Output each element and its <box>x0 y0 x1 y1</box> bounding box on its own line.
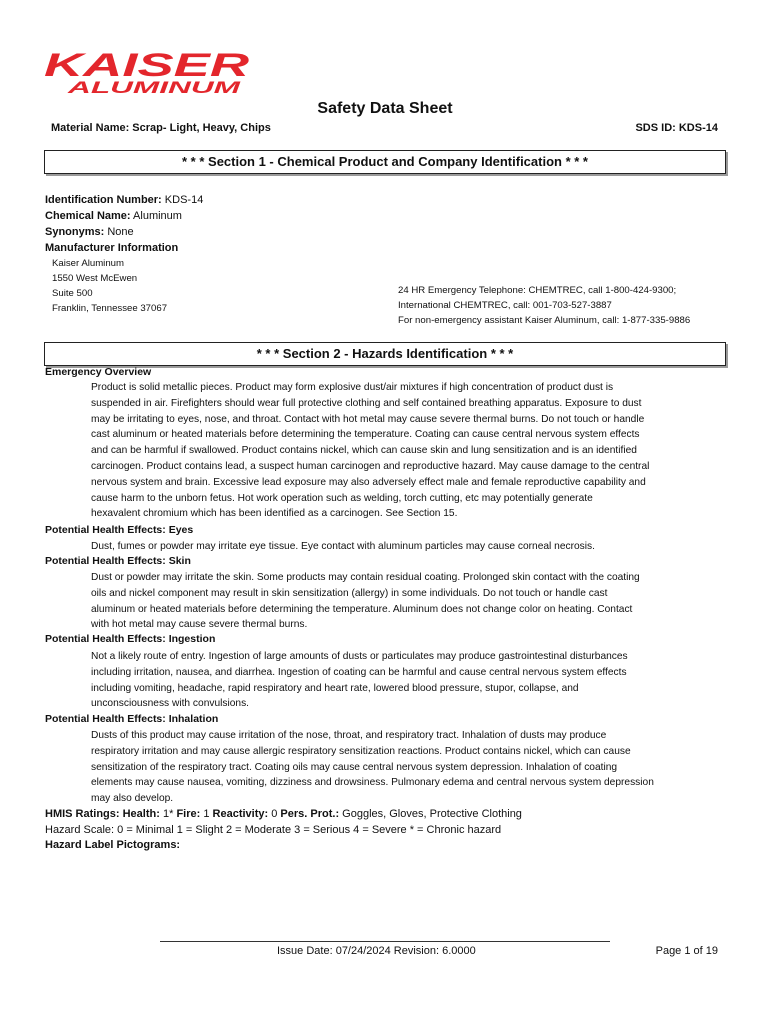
emergency-overview-heading: Emergency Overview <box>45 366 152 378</box>
text-line: Dust or powder may irritate the skin. Some products may contain residual coating. Prolonged skin contact with the coating <box>91 572 640 583</box>
text-line: carcinogen. Product contains lead, a suspect human carcinogen and reproductive hazard. May cause damage to the central <box>91 460 650 472</box>
text-line: suspended in air. Firefighters should wear full protective clothing and self contained breathing apparatus. Exposure to dust <box>91 397 642 409</box>
text-line: may also develop. <box>91 793 174 805</box>
hmis-health-value: 1* <box>162 808 174 820</box>
health-effects-eyes-text <box>91 539 723 555</box>
text-line: oils and nickel component may result in skin sensitization (allergy) in some individuals. Do not touch or handle cast <box>91 587 608 599</box>
chemical-name-label: Chemical Name: <box>45 210 131 222</box>
emergency-overview-text <box>91 380 723 522</box>
health-effects-ingestion-text <box>91 649 723 712</box>
chemical-name-value: Aluminum <box>133 210 182 222</box>
hazard-scale: Hazard Scale: 0 = Minimal 1 = Slight 2 = Moderate 3 = Serious 4 = Severe * = Chronic hazard <box>45 824 502 836</box>
hmis-fire-value: 1 <box>203 808 210 820</box>
non-emergency-phone-line: For non-emergency assistant Kaiser Aluminum, call: 1-877-335-9886 <box>398 315 691 326</box>
text-line: Dusts of this product may cause irritation of the nose, throat, and respiratory tract. Inhalation of dusts may produce <box>91 730 607 741</box>
identification-number-value: KDS-14 <box>164 194 204 206</box>
text-line: cause harm to the unborn fetus. Hot work operation such as welding, torch cutting, etc may potentially generate <box>91 492 593 504</box>
health-effects-skin-text <box>91 570 723 633</box>
material-name: Material Name: Scrap- Light, Heavy, Chips <box>51 122 271 134</box>
hmis-ppe-value: Goggles, Gloves, Protective Clothing <box>342 808 522 820</box>
issue-date-revision: Issue Date: 07/24/2024 Revision: 6.0000 <box>277 945 476 957</box>
text-line: may be irritating to eyes, nose, and throat. Contact with hot metal may cause severe thermal burns. Do not touch or handle <box>91 413 645 425</box>
footer-divider <box>160 941 610 942</box>
text-line: nervous system and brain. Excessive lead exposure may also adversely effect male and female reproductive capability and <box>91 476 646 488</box>
text-line: Not a likely route of entry. Ingestion of large amounts of dusts or particulates may produce gastrointestinal disturbances <box>91 651 628 662</box>
health-effects-skin-heading: Potential Health Effects: Skin <box>45 555 191 567</box>
text-line: Dust, fumes or powder may irritate eye tissue. Eye contact with aluminum particles may cause corneal necrosis. <box>91 541 595 552</box>
identification-number-row <box>45 194 203 206</box>
address-line: Franklin, Tennessee 37067 <box>52 303 168 314</box>
text-line: sensitization of the respiratory tract. Coating oils may cause central nervous system depression. Inhalation of coating <box>91 761 618 773</box>
text-line: respiratory irritation and may cause allergic respiratory sensitization reactions. Product contains nickel, which can cause <box>91 745 631 757</box>
health-effects-inhalation-text <box>91 728 723 807</box>
hmis-ratings-row <box>45 808 522 820</box>
sds-id: SDS ID: KDS-14 <box>635 122 718 134</box>
emergency-phone-line: 24 HR Emergency Telephone: CHEMTREC, call 1-800-424-9300; <box>398 285 677 296</box>
page-number: Page 1 of 19 <box>655 945 718 957</box>
text-line: including vomiting, headache, rapid respiratory and heart rate, lowered blood pressure, stupor, collapse, and <box>91 682 579 694</box>
address-line: Kaiser Aluminum <box>52 258 124 269</box>
text-line: elements may cause nausea, vomiting, dizziness and drowsiness. Pulmonary edema and central nervous system depression <box>91 777 654 789</box>
text-line: Product is solid metallic pieces. Product may form explosive dust/air mixtures if high concentration of product dust is <box>91 382 614 393</box>
address-line: 1550 West McEwen <box>52 273 138 284</box>
logo-graphic <box>40 46 255 96</box>
kaiser-aluminum-logo <box>40 46 255 96</box>
chemical-name-row <box>45 210 182 222</box>
address-line: Suite 500 <box>52 288 93 299</box>
health-effects-ingestion-heading: Potential Health Effects: Ingestion <box>45 633 216 645</box>
hmis-health-label: HMIS Ratings: Health: <box>45 808 160 820</box>
hmis-reactivity-label: Reactivity: <box>212 808 269 820</box>
synonyms-row <box>45 226 134 238</box>
section-2-header: * * * Section 2 - Hazards Identification * * * <box>44 342 726 366</box>
hmis-reactivity-value: 0 <box>271 808 278 820</box>
health-effects-eyes-heading: Potential Health Effects: Eyes <box>45 524 194 536</box>
text-line: with hot metal may cause severe thermal burns. <box>91 619 308 631</box>
logo-word-kaiser: KAISER <box>44 47 249 83</box>
logo-word-aluminum: ALUMINUM <box>66 78 242 96</box>
manufacturer-information-label: Manufacturer Information <box>45 242 179 254</box>
text-line: cast aluminum or heated materials before determining the temperature. Coating can cause central nervous system effects <box>91 429 640 441</box>
text-line: aluminum or heated materials before determining the temperature. Aluminum does not change color on heating. Contact <box>91 603 633 615</box>
international-phone-line: International CHEMTREC, call: 001-703-527-3887 <box>398 300 612 311</box>
document-title: Safety Data Sheet <box>317 100 453 117</box>
identification-number-label: Identification Number: <box>45 194 162 206</box>
hmis-fire-label: Fire: <box>176 808 201 820</box>
text-line: hexavalent chromium which has been identified as a carcinogen. See Section 15. <box>91 508 458 520</box>
hmis-ppe-label: Pers. Prot.: <box>280 808 340 820</box>
synonyms-value: None <box>107 226 134 238</box>
hazard-label-pictograms: Hazard Label Pictograms: <box>45 839 181 851</box>
text-line: and can be harmful if swallowed. Product contains nickel, which can cause skin and lung sensitization and is an identified <box>91 445 637 457</box>
text-line: including irritation, nausea, and diarrhea. Ingestion of coating can be harmful and cause central nervous system effects <box>91 666 627 678</box>
synonyms-label: Synonyms: <box>45 226 105 238</box>
health-effects-inhalation-heading: Potential Health Effects: Inhalation <box>45 713 219 725</box>
text-line: unconsciousness with convulsions. <box>91 698 249 710</box>
section-1-header: * * * Section 1 - Chemical Product and Company Identification * * * <box>44 150 726 174</box>
